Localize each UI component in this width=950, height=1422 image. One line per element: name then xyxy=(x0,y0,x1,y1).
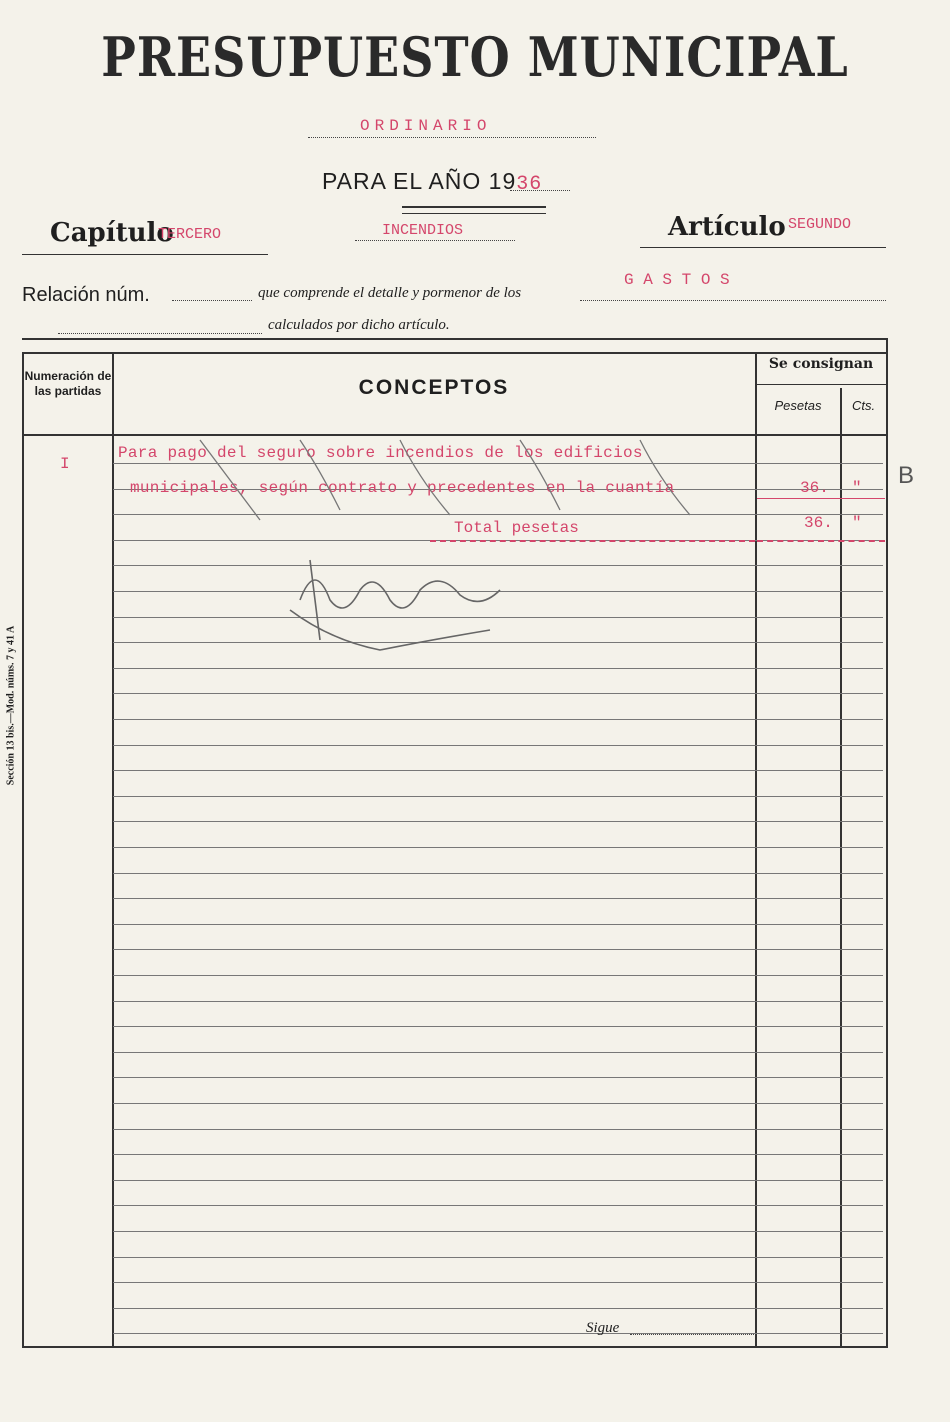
relation-text-2: calculados por dicho artículo. xyxy=(268,317,450,333)
chapter-center-value: INCENDIOS xyxy=(382,222,464,239)
col-header-pesetas: Pesetas xyxy=(774,398,822,413)
relation-value: G A S T O S xyxy=(624,271,730,289)
articulo-label: Artículo xyxy=(668,212,786,242)
articulo-value: SEGUNDO xyxy=(788,216,852,233)
pencil-tick-mark xyxy=(200,440,260,520)
col-header-concepts: CONCEPTOS xyxy=(358,376,510,399)
year-prefix: PARA EL AÑO 19 xyxy=(322,168,517,194)
pencil-tick-mark xyxy=(400,440,450,515)
pencil-tick-mark xyxy=(640,440,690,515)
col-header-cts: Cts. xyxy=(851,398,876,413)
margin-note: B xyxy=(898,462,915,489)
year-suffix: 36 xyxy=(516,173,543,196)
capitulo-value: TERCERO xyxy=(158,226,222,243)
pencil-tick-mark xyxy=(520,440,560,510)
col-header-num: Numeración de las partidas xyxy=(24,369,112,398)
total-cts: " xyxy=(852,514,862,532)
total-pesetas: 36. xyxy=(804,514,833,532)
col-header-group: Se consignan xyxy=(768,356,874,372)
side-print-note: Sección 13 bis.—Mod. núms. 7 y 41 A xyxy=(5,625,17,786)
relation-text-1: que comprende el detalle y pormenor de los xyxy=(258,285,522,301)
row-text-2: municipales, según contrato y precedentes en la cuantía xyxy=(130,479,675,497)
signature xyxy=(290,560,500,650)
row-cts: " xyxy=(852,479,862,497)
relation-label: Relación núm. xyxy=(22,284,150,306)
pencil-tick-mark xyxy=(300,440,340,510)
budget-type: ORDINARIO xyxy=(360,117,492,135)
total-label: Total pesetas xyxy=(454,519,579,537)
row-number: I xyxy=(60,455,70,473)
document-title: PRESUPUESTO MUNICIPAL xyxy=(101,25,849,89)
row-pesetas: 36. xyxy=(800,479,829,497)
row-text-1: Para pago del seguro sobre incendios de los edificios xyxy=(118,444,643,462)
capitulo-label: Capítulo xyxy=(50,218,174,248)
sigue-label: Sigue xyxy=(586,1320,620,1336)
